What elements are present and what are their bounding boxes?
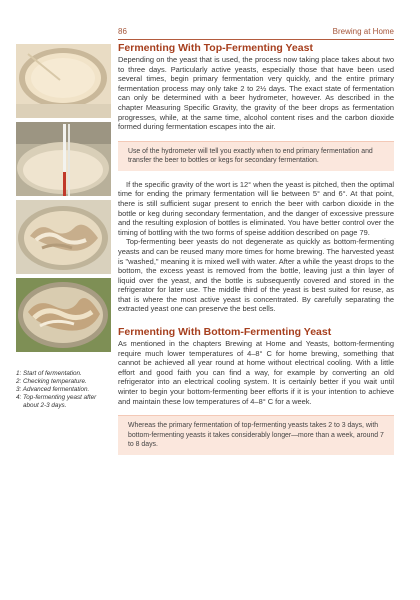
paragraph-bottom-fermenting: As mentioned in the chapters Brewing at Home and Yeasts, bottom-fermenting require much lower temperatures of 4–8° C for home brewing, something that cannot be achieved all year round at home without electrical cooling. With a little effort and good faith you can find a way, for example by converting an old refrigerator into an electrical cooling system. It is certainly better if you wait until winter to begin your bottom-fermenting beer efforts if it is your intention to achieve and maintain these low temperatures of 4–8° C for a week.	[118, 339, 394, 406]
paragraph-specific-gravity: If the specific gravity of the wort is 12° when the yeast is pitched, then the optimal time for ending the primary fermentation will lie between 5° and 6°. At that point, there is still sufficient sugar present to enrich the beer with carbon dioxide in the bottle or keg during secondary fermentation, and the danger of excessive pressure and the resulting explosion of bottles is eliminated. You have better control over the timing of bottling with the two forms of speise addition described on page 79.	[118, 179, 394, 237]
section-heading-bottom-fermenting: Fermenting With Bottom-Fermenting Yeast	[118, 326, 332, 339]
section-heading-top-fermenting: Fermenting With Top-Fermenting Yeast	[118, 42, 313, 54]
caption-4: 4: Top-fermenting yeast after	[16, 394, 97, 401]
fermentation-start-photo	[16, 44, 111, 118]
paragraph-fermentation-duration: Depending on the yeast that is used, the process now taking place takes about two to three days. Particularly active yeasts, especially those that have been used several times, begin primary fermentation very quickly, and the entire primary fermentation process may only take 2 to 2½ days. The exact state of fermentation can only be determined with a beer hydrometer, however. As described in the chapter Measuring Specific Gravity, the gravity of the beer drops as fermentation progresses, while, at the same time, alcohol content rises and the carbon dioxide formed during fermentation escapes into the air.	[118, 55, 394, 132]
running-title: Brewing at Home	[332, 27, 394, 36]
page-number: 86	[118, 27, 127, 36]
header-rule	[118, 39, 394, 40]
photo-captions	[16, 370, 111, 410]
caption-3: 3: Advanced fermentation.	[16, 386, 90, 393]
callout-hydrometer-text: Use of the hydrometer will tell you exactly when to end primary fermentation and transfer the beer to bottles or kegs for secondary fermentation.	[128, 147, 373, 165]
main-column	[118, 42, 394, 455]
paragraph-yeast-reuse: Top-fermenting beer yeasts do not degenerate as quickly as bottom-fermenting yeasts and can be reused many more times for home brewing. The harvested yeast is "washed," meaning it is mixed well with water. After a while the yeast drops to the bottom, the excess yeast is removed from the bottle, leaving just a thin layer of liquid over the yeast, and the bottle is subsequently covered and stored in the refrigerator for later use. The middle third of the yeast is best suited for reuse, as that is where the most active yeast is concentrated. By carefully separating the extracted yeast one can preserve the best cells.	[118, 237, 394, 314]
advanced-fermentation-photo	[16, 200, 111, 274]
top-fermenting-yeast-photo	[16, 278, 111, 352]
callout-fermentation-time	[118, 415, 394, 455]
page-header	[118, 27, 394, 39]
callout-fermentation-time-text: Whereas the primary fermentation of top-fermenting yeasts takes 2 to 3 days, with bottom-fermenting yeasts it takes considerably longer—more than a week, around 7 to 8 days.	[128, 422, 384, 449]
caption-4-continued: about 2-3 days.	[23, 402, 67, 409]
callout-hydrometer	[118, 141, 394, 171]
caption-1: 1: Start of fermentation.	[16, 370, 82, 377]
photo-sidebar	[16, 44, 111, 356]
caption-2: 2: Checking temperature.	[16, 378, 87, 385]
hydrometer-check-photo	[16, 122, 111, 196]
